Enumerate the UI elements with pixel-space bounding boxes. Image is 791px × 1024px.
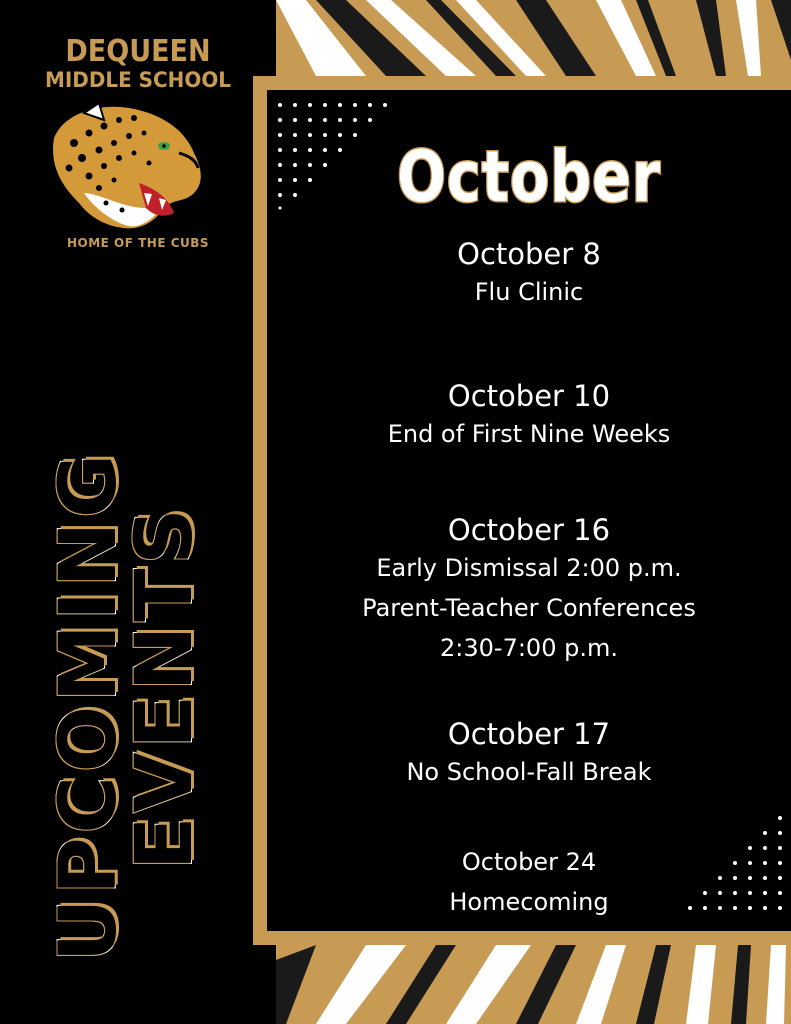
school-tagline: HOME OF THE CUBS — [66, 236, 210, 250]
event-date: October 10 — [447, 379, 611, 413]
events-card — [253, 76, 791, 945]
event-description: Early Dismissal 2:00 p.m. — [376, 554, 682, 582]
event-item — [267, 378, 791, 454]
event-description: End of First Nine Weeks — [387, 420, 671, 448]
event-description: Flu Clinic — [474, 278, 584, 306]
event-item — [267, 512, 791, 668]
school-name-line1: DEQUEEN — [65, 34, 211, 69]
month-title: October — [397, 136, 661, 218]
event-date: October 16 — [447, 513, 611, 547]
event-item — [267, 716, 791, 792]
banner-events: EVENTS — [120, 504, 210, 870]
banner-upcoming: UPCOMING — [44, 450, 134, 962]
event-description: 2:30-7:00 p.m. — [440, 634, 618, 662]
event-date: October 17 — [447, 717, 611, 751]
school-name-line2: MIDDLE SCHOOL — [44, 68, 232, 92]
event-date: October 24 — [461, 848, 597, 876]
event-description: No School-Fall Break — [406, 758, 652, 786]
left-column — [0, 0, 276, 1024]
event-date: October 8 — [457, 237, 601, 271]
event-item — [267, 236, 791, 312]
jaguar-head-icon — [44, 98, 206, 233]
event-item — [267, 842, 791, 922]
event-description: Parent-Teacher Conferences — [362, 594, 696, 622]
event-description: Homecoming — [449, 888, 609, 916]
